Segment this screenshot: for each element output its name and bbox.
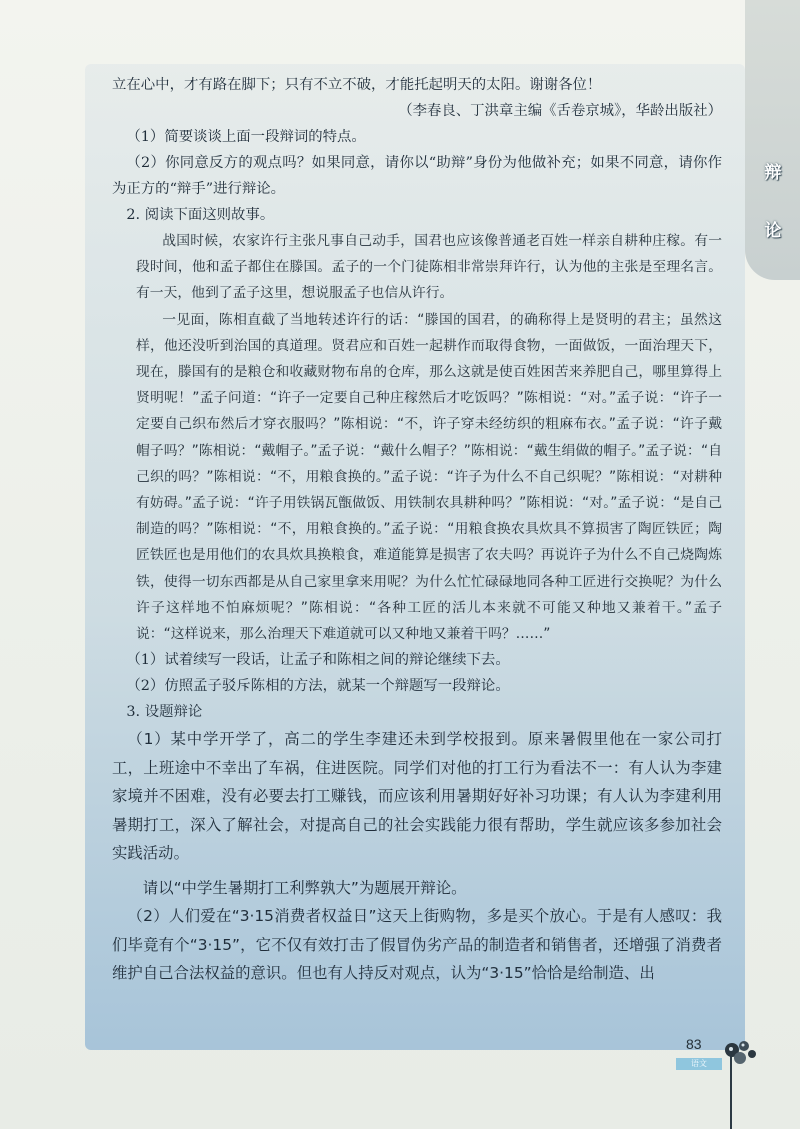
footer-ornament-icon	[718, 1030, 766, 1070]
section-2-title: 2. 阅读下面这则故事。	[126, 207, 275, 223]
story-paragraph-1: 战国时候，农家许行主张凡事自己动手，国君也应该像普通老百姓一样亲自耕种庄稼。有一段时间，他和孟子都住在滕国。孟子的一个门徒陈相非常崇拜许行，认为他的主张是至理名言。有一天，他到了孟子这里，想说服孟子也信从许行。	[136, 233, 722, 302]
subject-tag: 语文	[676, 1058, 722, 1070]
question-3-1: （1）某中学开学了，高二的学生李建还未到学校报到。原来暑假里他在一家公司打工，上班途中不幸出了车祸，住进医院。同学们对他的打工行为看法不一：有人认为李建家境并不困难，没有必要去打工赚钱，而应该利用暑期好好补习功课；有人认为李建利用暑期打工，深入了解社会，对提高自己的社会实践能力很有帮助，学生就应该多参加社会实践活动。	[112, 730, 722, 863]
page-number: 83	[686, 1036, 702, 1052]
page-content	[112, 72, 722, 988]
story-block	[136, 228, 722, 647]
question-1-1: （1）简要谈谈上面一段辩词的特点。	[126, 129, 366, 145]
question-3-2: （2）人们爱在“3·15消费者权益日”这天上街购物，多是买个放心。于是有人感叹：我们毕竟有个“3·15”，它不仅有效打击了假冒伪劣产品的制造者和销售者，还增强了消费者维护自己合法权益的意识。但也有人持反对观点，认为“3·15”恰恰是给制造、出	[112, 907, 722, 983]
question-3-1-prompt: 请以“中学生暑期打工利弊孰大”为题展开辩论。	[142, 878, 467, 897]
continued-line: 立在心中，才有路在脚下；只有不立不破，才能托起明天的太阳。谢谢各位！	[112, 77, 602, 93]
question-2-1: （1）试着续写一段话，让孟子和陈相之间的辩论继续下去。	[126, 652, 510, 669]
story-paragraph-2: 一见面，陈相直截了当地转述许行的话：“滕国的国君，的确称得上是贤明的君主；虽然这样，他还没听到治国的真道理。贤君应和百姓一起耕作而取得食物，一面做饭，一面治理天下，现在，滕国有的是粮仓和收藏财物布帛的仓库，那么这就是使百姓困苦来养肥自己，哪里算得上贤明呢！”孟子问道：“许子一定要自己种庄稼然后才吃饭吗？”陈相说：“对。”孟子说：“许子一定要自己织布然后才穿衣服吗？”陈相说：“不，许子穿未经纺织的粗麻布衣。”孟子说：“许子戴帽子吗？”陈相说：“戴帽子。”孟子说：“戴什么帽子？”陈相说：“戴生绢做的帽子。”孟子说：“自己织的吗？”陈相说：“不，用粮食换的。”孟子说：“许子为什么不自己织呢？”陈相说：“对耕种有妨碍。”孟子说：“许子用铁锅瓦甑做饭、用铁制农具耕种吗？”陈相说：“对。”孟子说：“是自己制造的吗？”陈相说：“不，用粮食换的。”孟子说：“用粮食换农具炊具不算损害了陶匠铁匠；陶匠铁匠也是用他们的农具炊具换粮食，难道能算是损害了农夫吗？再说许子为什么不自己烧陶炼铁，使得一切东西都是从自己家里拿来用呢？为什么忙忙碌碌地同各种工匠进行交换呢？为什么许子这样地不怕麻烦呢？”陈相说：“各种工匠的活儿本来就不可能又种地又兼着干。”孟子说：“这样说来，那么治理天下难道就可以又种地又兼着干吗？……”	[136, 311, 722, 643]
section-3-title: 3. 设题辩论	[126, 704, 203, 721]
side-tab-char-2: 论	[764, 221, 782, 241]
question-2-2: （2）仿照孟子驳斥陈相的方法，就某一个辩题写一段辩论。	[126, 678, 510, 695]
section-3-body	[112, 725, 722, 988]
side-tab-char-1: 辩	[764, 163, 782, 183]
question-1-2: （2）你同意反方的观点吗？如果同意，请你以“助辩”身份为他做补充；如果不同意，请你作为正方的“辩手”进行辩论。	[112, 155, 722, 197]
source-citation: （李春良、丁洪章主编《舌卷京城》，华龄出版社）	[398, 103, 722, 119]
